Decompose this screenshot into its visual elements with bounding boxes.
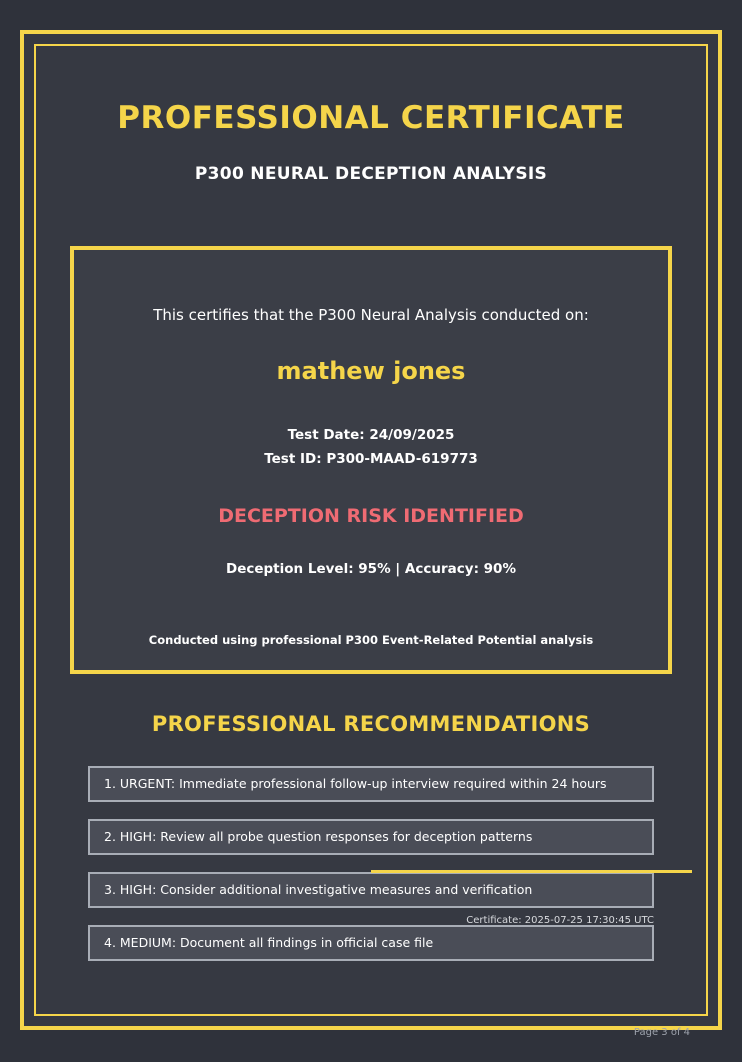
page-subtitle: P300 NEURAL DECEPTION ANALYSIS bbox=[194, 164, 548, 184]
certificate-content bbox=[36, 46, 706, 1014]
recommendations-title: PROFESSIONAL RECOMMENDATIONS bbox=[151, 712, 591, 736]
risk-statement: DECEPTION RISK IDENTIFIED bbox=[218, 505, 524, 527]
recommendations-list bbox=[88, 766, 654, 961]
subject-name: mathew jones bbox=[276, 357, 466, 385]
deception-levels: Deception Level: 95% | Accuracy: 90% bbox=[226, 561, 516, 577]
certificate-stamp: Certificate: 2025-07-25 17:30:45 UTC bbox=[466, 915, 654, 926]
outer-border bbox=[20, 30, 722, 1030]
list-item: 1. URGENT: Immediate professional follow-up interview required within 24 hours bbox=[88, 766, 654, 802]
list-item: 3. HIGH: Consider additional investigative measures and verification bbox=[88, 872, 654, 908]
inner-border bbox=[34, 44, 708, 1016]
page-title: PROFESSIONAL CERTIFICATE bbox=[117, 100, 625, 136]
methodology-note: Conducted using professional P300 Event-Related Potential analysis bbox=[148, 633, 594, 647]
test-id: Test ID: P300-MAAD-619773 bbox=[264, 451, 478, 467]
test-date: Test Date: 24/09/2025 bbox=[287, 427, 455, 443]
list-item: 4. MEDIUM: Document all findings in official case file bbox=[88, 925, 654, 961]
list-item: 2. HIGH: Review all probe question responses for deception patterns bbox=[88, 819, 654, 855]
page-number: Page 3 of 4 bbox=[633, 1027, 690, 1038]
certifies-statement: This certifies that the P300 Neural Analysis conducted on: bbox=[153, 306, 589, 324]
certificate-details-box bbox=[70, 246, 672, 674]
